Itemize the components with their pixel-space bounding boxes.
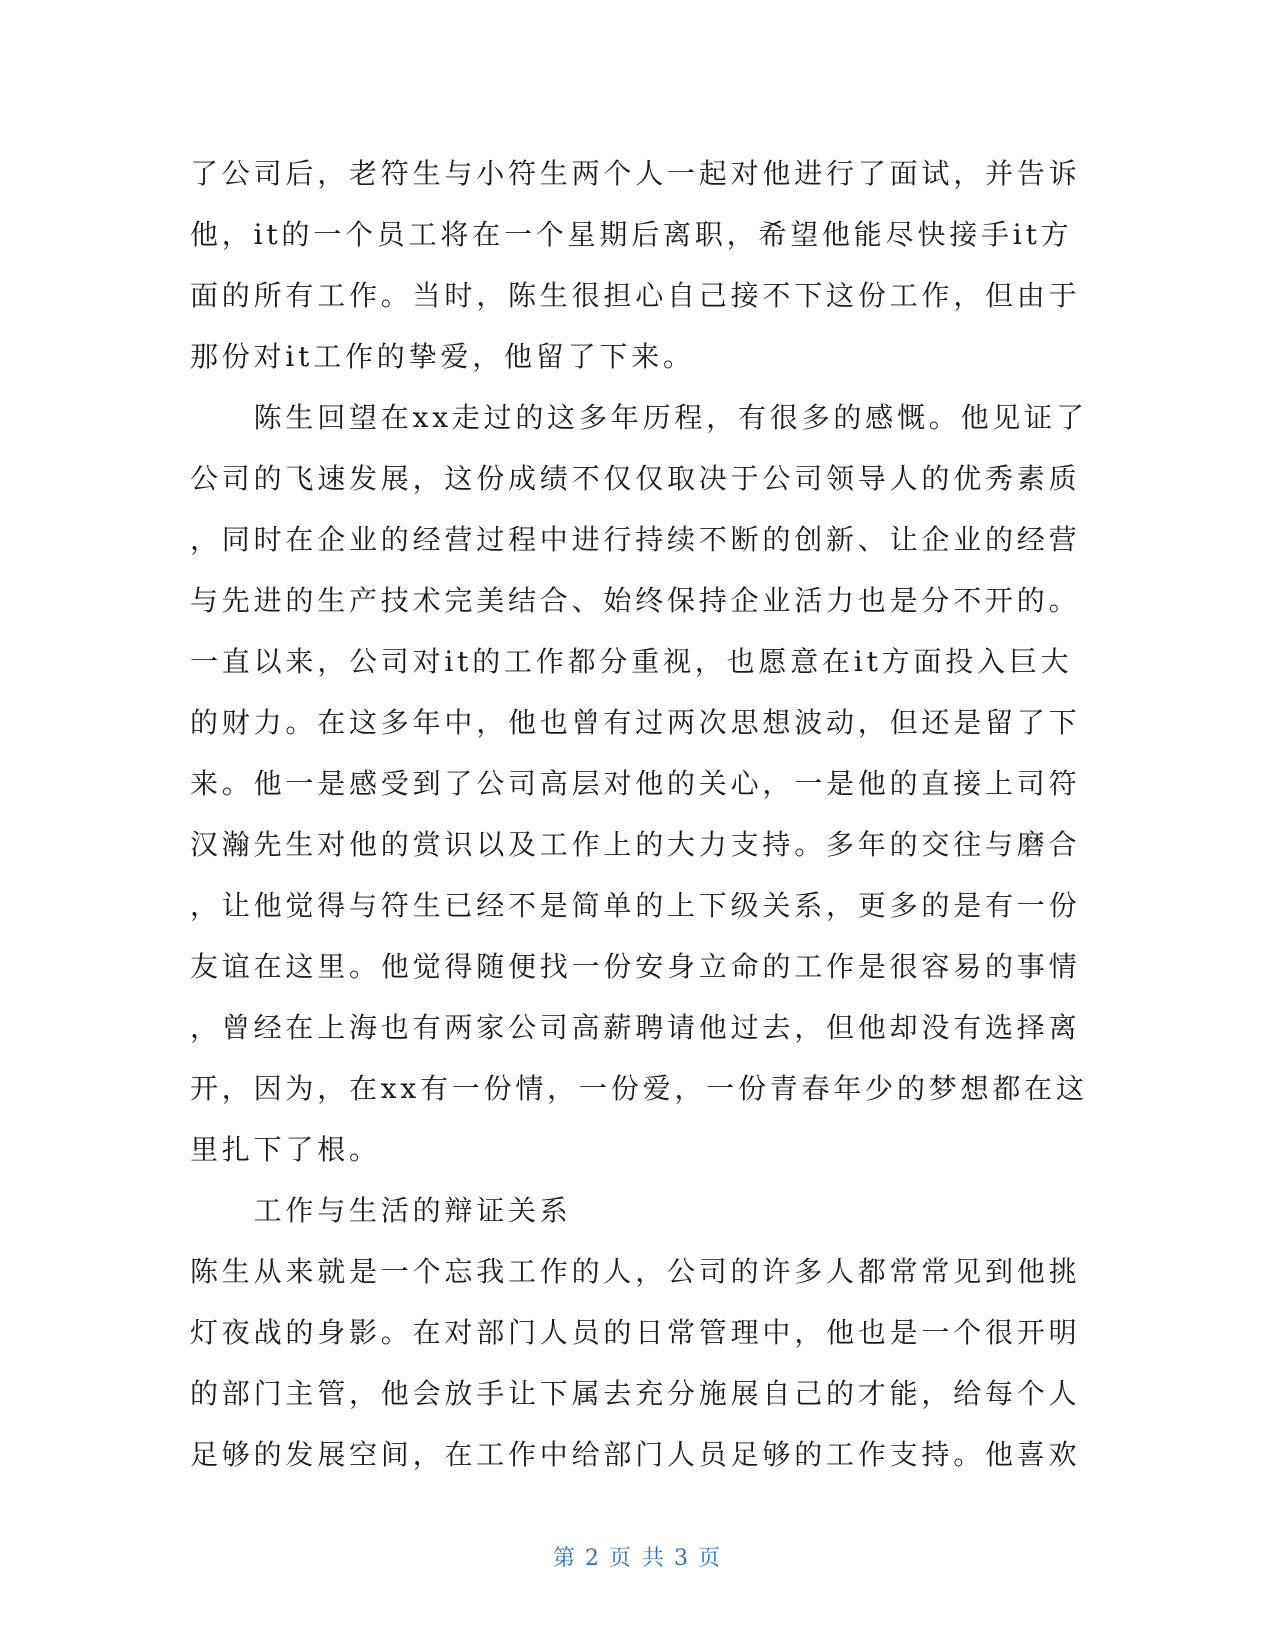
document-body: [190, 143, 1088, 1485]
section-heading: 工作与生活的辩证关系: [190, 1194, 572, 1227]
text-line: 汉瀚先生对他的赏识以及工作上的大力支持。多年的交往与磨合: [190, 828, 1081, 861]
text-line: ，让他觉得与符生已经不是简单的上下级关系，更多的是有一份: [190, 889, 1081, 922]
text-line: 一直以来，公司对it的工作都分重视，也愿意在it方面投入巨大: [190, 645, 1073, 678]
page-footer: [0, 1541, 1275, 1572]
page-label-prefix: 第: [552, 1546, 577, 1571]
page-number: 2: [585, 1546, 601, 1571]
text-line: 友谊在这里。他觉得随便找一份安身立命的工作是很容易的事情: [190, 950, 1081, 983]
text-line: 里扎下了根。: [190, 1133, 381, 1166]
text-line: 足够的发展空间，在工作中给部门人员足够的工作支持。他喜欢: [190, 1438, 1081, 1471]
text-line: 公司的飞速发展，这份成绩不仅仅取决于公司领导人的优秀素质: [190, 462, 1081, 495]
text-line: ，曾经在上海也有两家公司高薪聘请他过去，但他却没有选择离: [190, 1011, 1081, 1044]
page-total: 3: [674, 1546, 690, 1571]
page-label-suffix: 页: [698, 1546, 723, 1571]
text-line: 面的所有工作。当时，陈生很担心自己接不下这份工作，但由于: [190, 279, 1081, 312]
text-line: ，同时在企业的经营过程中进行持续不断的创新、让企业的经营: [190, 523, 1081, 556]
text-line: 开，因为，在xx有一份情，一份爱，一份青春年少的梦想都在这: [190, 1072, 1088, 1105]
text-line: 灯夜战的身影。在对部门人员的日常管理中，他也是一个很开明: [190, 1316, 1081, 1349]
paragraph-start-line: 陈生回望在xx走过的这多年历程，有很多的感慨。他见证了: [190, 401, 1088, 434]
page-label-mid: 页 共: [609, 1546, 666, 1571]
text-line: 的部门主管，他会放手让下属去充分施展自己的才能，给每个人: [190, 1377, 1081, 1410]
text-line: 了公司后，老符生与小符生两个人一起对他进行了面试，并告诉: [190, 157, 1081, 190]
text-line: 与先进的生产技术完美结合、始终保持企业活力也是分不开的。: [190, 584, 1081, 617]
text-line: 的财力。在这多年中，他也曾有过两次思想波动，但还是留了下: [190, 706, 1081, 739]
text-line: 那份对it工作的挚爱，他留了下来。: [190, 340, 695, 373]
text-line: 他，it的一个员工将在一个星期后离职，希望他能尽快接手it方: [190, 218, 1073, 251]
text-line: 陈生从来就是一个忘我工作的人，公司的许多人都常常见到他挑: [190, 1255, 1081, 1288]
text-line: 来。他一是感受到了公司高层对他的关心，一是他的直接上司符: [190, 767, 1081, 800]
